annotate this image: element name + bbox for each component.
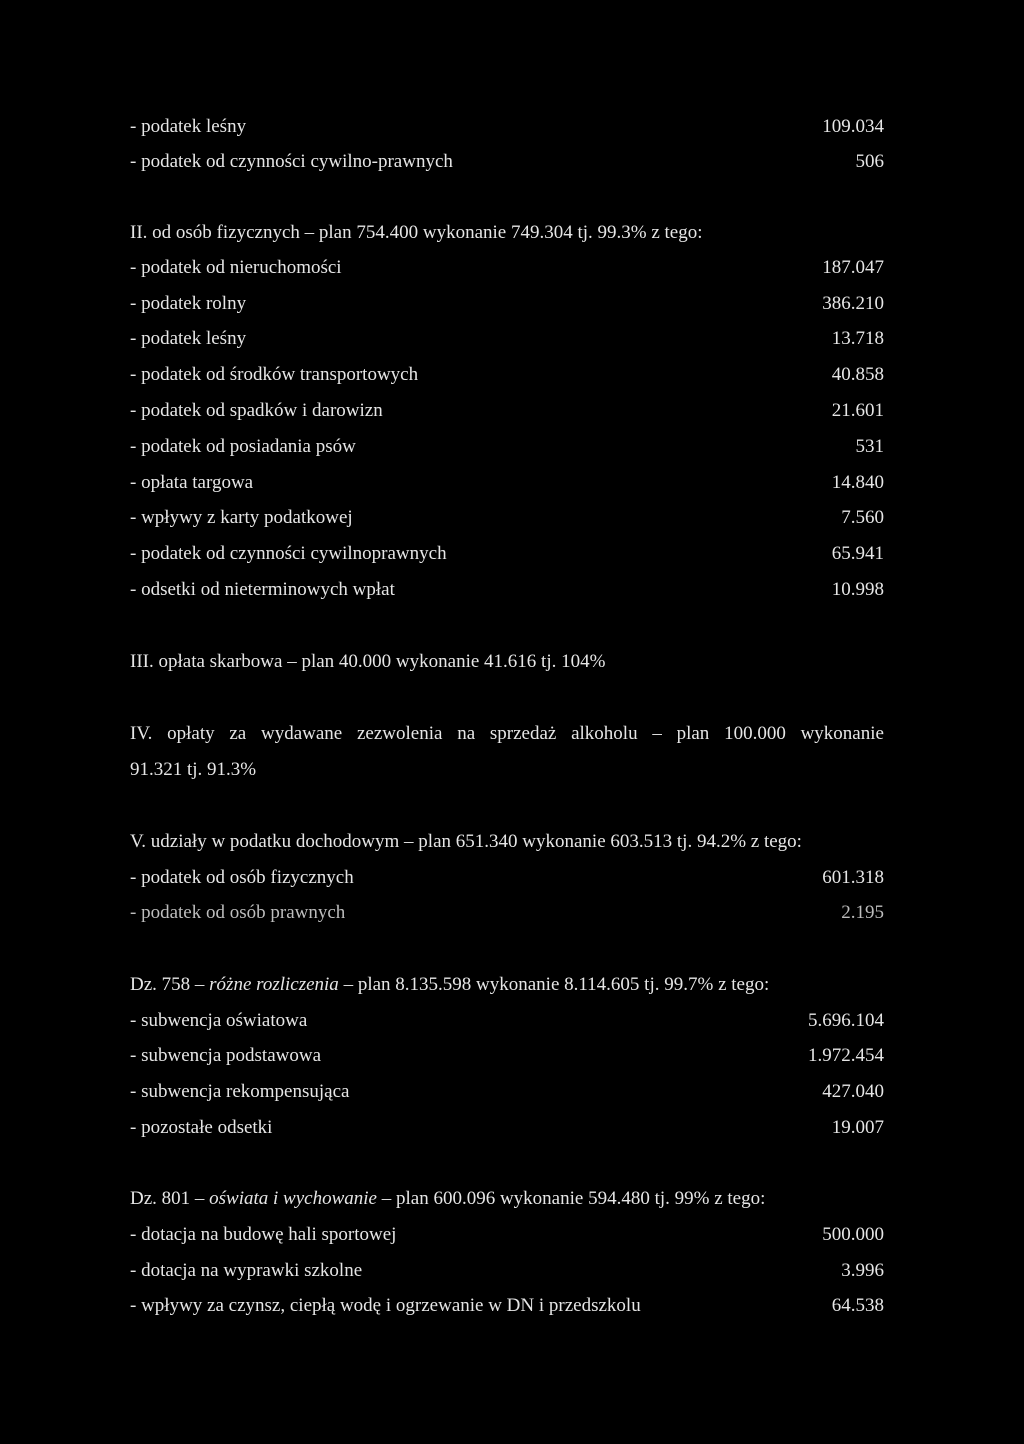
item-label: - podatek od czynności cywilnoprawnych: [130, 543, 447, 564]
item-value: 531: [855, 436, 884, 457]
list-item: [130, 1081, 884, 1107]
item-value: 3.996: [841, 1260, 884, 1281]
item-label: - podatek od spadków i darowizn: [130, 400, 383, 421]
item-label: - podatek od osób prawnych: [130, 902, 346, 923]
dz758-heading: [130, 974, 769, 996]
item-value: 40.858: [831, 364, 884, 385]
list-item: [130, 507, 884, 533]
item-label: - podatek od czynności cywilno-prawnych: [130, 151, 453, 172]
list-item: [130, 867, 884, 893]
item-label: - wpływy za czynsz, ciepłą wodę i ogrzewanie w DN i przedszkolu: [130, 1295, 641, 1316]
section-iv-word: za: [229, 723, 247, 744]
section-iv-word: plan: [676, 723, 710, 744]
list-item: [130, 1295, 884, 1321]
item-label: - wpływy z karty podatkowej: [130, 507, 353, 528]
item-label: - podatek rolny: [130, 293, 247, 314]
section-iv-word: –: [652, 723, 662, 744]
list-item: [130, 1117, 884, 1143]
list-item: [130, 472, 884, 498]
item-value: 601.318: [822, 867, 884, 888]
item-value: 5.696.104: [808, 1010, 884, 1031]
item-label: - subwencja podstawowa: [130, 1045, 322, 1066]
list-item: [130, 579, 884, 605]
section-v-heading: V. udziały w podatku dochodowym – plan 651.340 wykonanie 603.513 tj. 94.2% z tego:: [130, 831, 802, 852]
section-iv-word: wykonanie: [800, 723, 884, 744]
list-item: [130, 328, 884, 354]
section-iv-line-2: 91.321 tj. 91.3%: [130, 759, 257, 780]
item-label: - podatek leśny: [130, 116, 247, 137]
list-item: [130, 364, 884, 390]
list-item: [130, 151, 884, 177]
list-item: [130, 543, 884, 569]
item-label: - subwencja oświatowa: [130, 1010, 308, 1031]
dz801-heading: [130, 1188, 765, 1210]
section-iv-word: sprzedaż: [489, 723, 557, 744]
item-value: 19.007: [831, 1117, 884, 1138]
item-value: 21.601: [831, 400, 884, 421]
item-value: 500.000: [822, 1224, 884, 1245]
list-item: [130, 400, 884, 426]
item-value: 65.941: [831, 543, 884, 564]
list-item: [130, 436, 884, 462]
item-value: 2.195: [841, 902, 884, 923]
section-iv-line-1: [130, 723, 884, 745]
item-label: - podatek od posiadania psów: [130, 436, 356, 457]
item-label: - subwencja rekompensująca: [130, 1081, 350, 1102]
section-iv-word: 100.000: [724, 723, 786, 744]
dz758-prefix: Dz. 758 –: [130, 974, 210, 995]
item-value: 386.210: [822, 293, 884, 314]
dz801-title: oświata i wychowanie: [209, 1188, 377, 1209]
item-label: - dotacja na budowę hali sportowej: [130, 1224, 397, 1245]
dz801-suffix: – plan 600.096 wykonanie 594.480 tj. 99% z tego:: [376, 1188, 766, 1209]
dz801-prefix: Dz. 801 –: [130, 1188, 210, 1209]
item-label: - podatek od osób fizycznych: [130, 867, 354, 888]
list-item: [130, 1224, 884, 1250]
list-item: [130, 116, 884, 142]
item-value: 427.040: [822, 1081, 884, 1102]
item-value: 1.972.454: [808, 1045, 884, 1066]
section-iv-word: zezwolenia: [356, 723, 443, 744]
section-iv-word: wydawane: [260, 723, 343, 744]
dz758-title: różne rozliczenia: [209, 974, 339, 995]
section-iii-heading: III. opłata skarbowa – plan 40.000 wykonanie 41.616 tj. 104%: [130, 651, 606, 672]
list-item: [130, 902, 884, 928]
section-iv-word: IV.: [130, 723, 153, 744]
item-value: 187.047: [822, 257, 884, 278]
item-value: 14.840: [831, 472, 884, 493]
item-value: 109.034: [822, 116, 884, 137]
list-item: [130, 1045, 884, 1071]
item-value: 7.560: [841, 507, 884, 528]
item-value: 506: [855, 151, 884, 172]
item-label: - odsetki od nieterminowych wpłat: [130, 579, 395, 600]
list-item: [130, 1010, 884, 1036]
item-label: - podatek od środków transportowych: [130, 364, 419, 385]
item-label: - podatek od nieruchomości: [130, 257, 342, 278]
item-label: - opłata targowa: [130, 472, 254, 493]
dz758-suffix: – plan 8.135.598 wykonanie 8.114.605 tj. 99.7% z tego:: [338, 974, 770, 995]
item-value: 64.538: [831, 1295, 884, 1316]
list-item: [130, 1260, 884, 1286]
item-label: - pozostałe odsetki: [130, 1117, 273, 1138]
section-iv-word: opłaty: [167, 723, 215, 744]
item-value: 10.998: [831, 579, 884, 600]
item-value: 13.718: [831, 328, 884, 349]
list-item: [130, 257, 884, 283]
item-label: - podatek leśny: [130, 328, 247, 349]
section-ii-heading: II. od osób fizycznych – plan 754.400 wykonanie 749.304 tj. 99.3% z tego:: [130, 222, 703, 243]
list-item: [130, 293, 884, 319]
section-iv-word: alkoholu: [571, 723, 638, 744]
section-iv-word: na: [457, 723, 476, 744]
item-label: - dotacja na wyprawki szkolne: [130, 1260, 363, 1281]
